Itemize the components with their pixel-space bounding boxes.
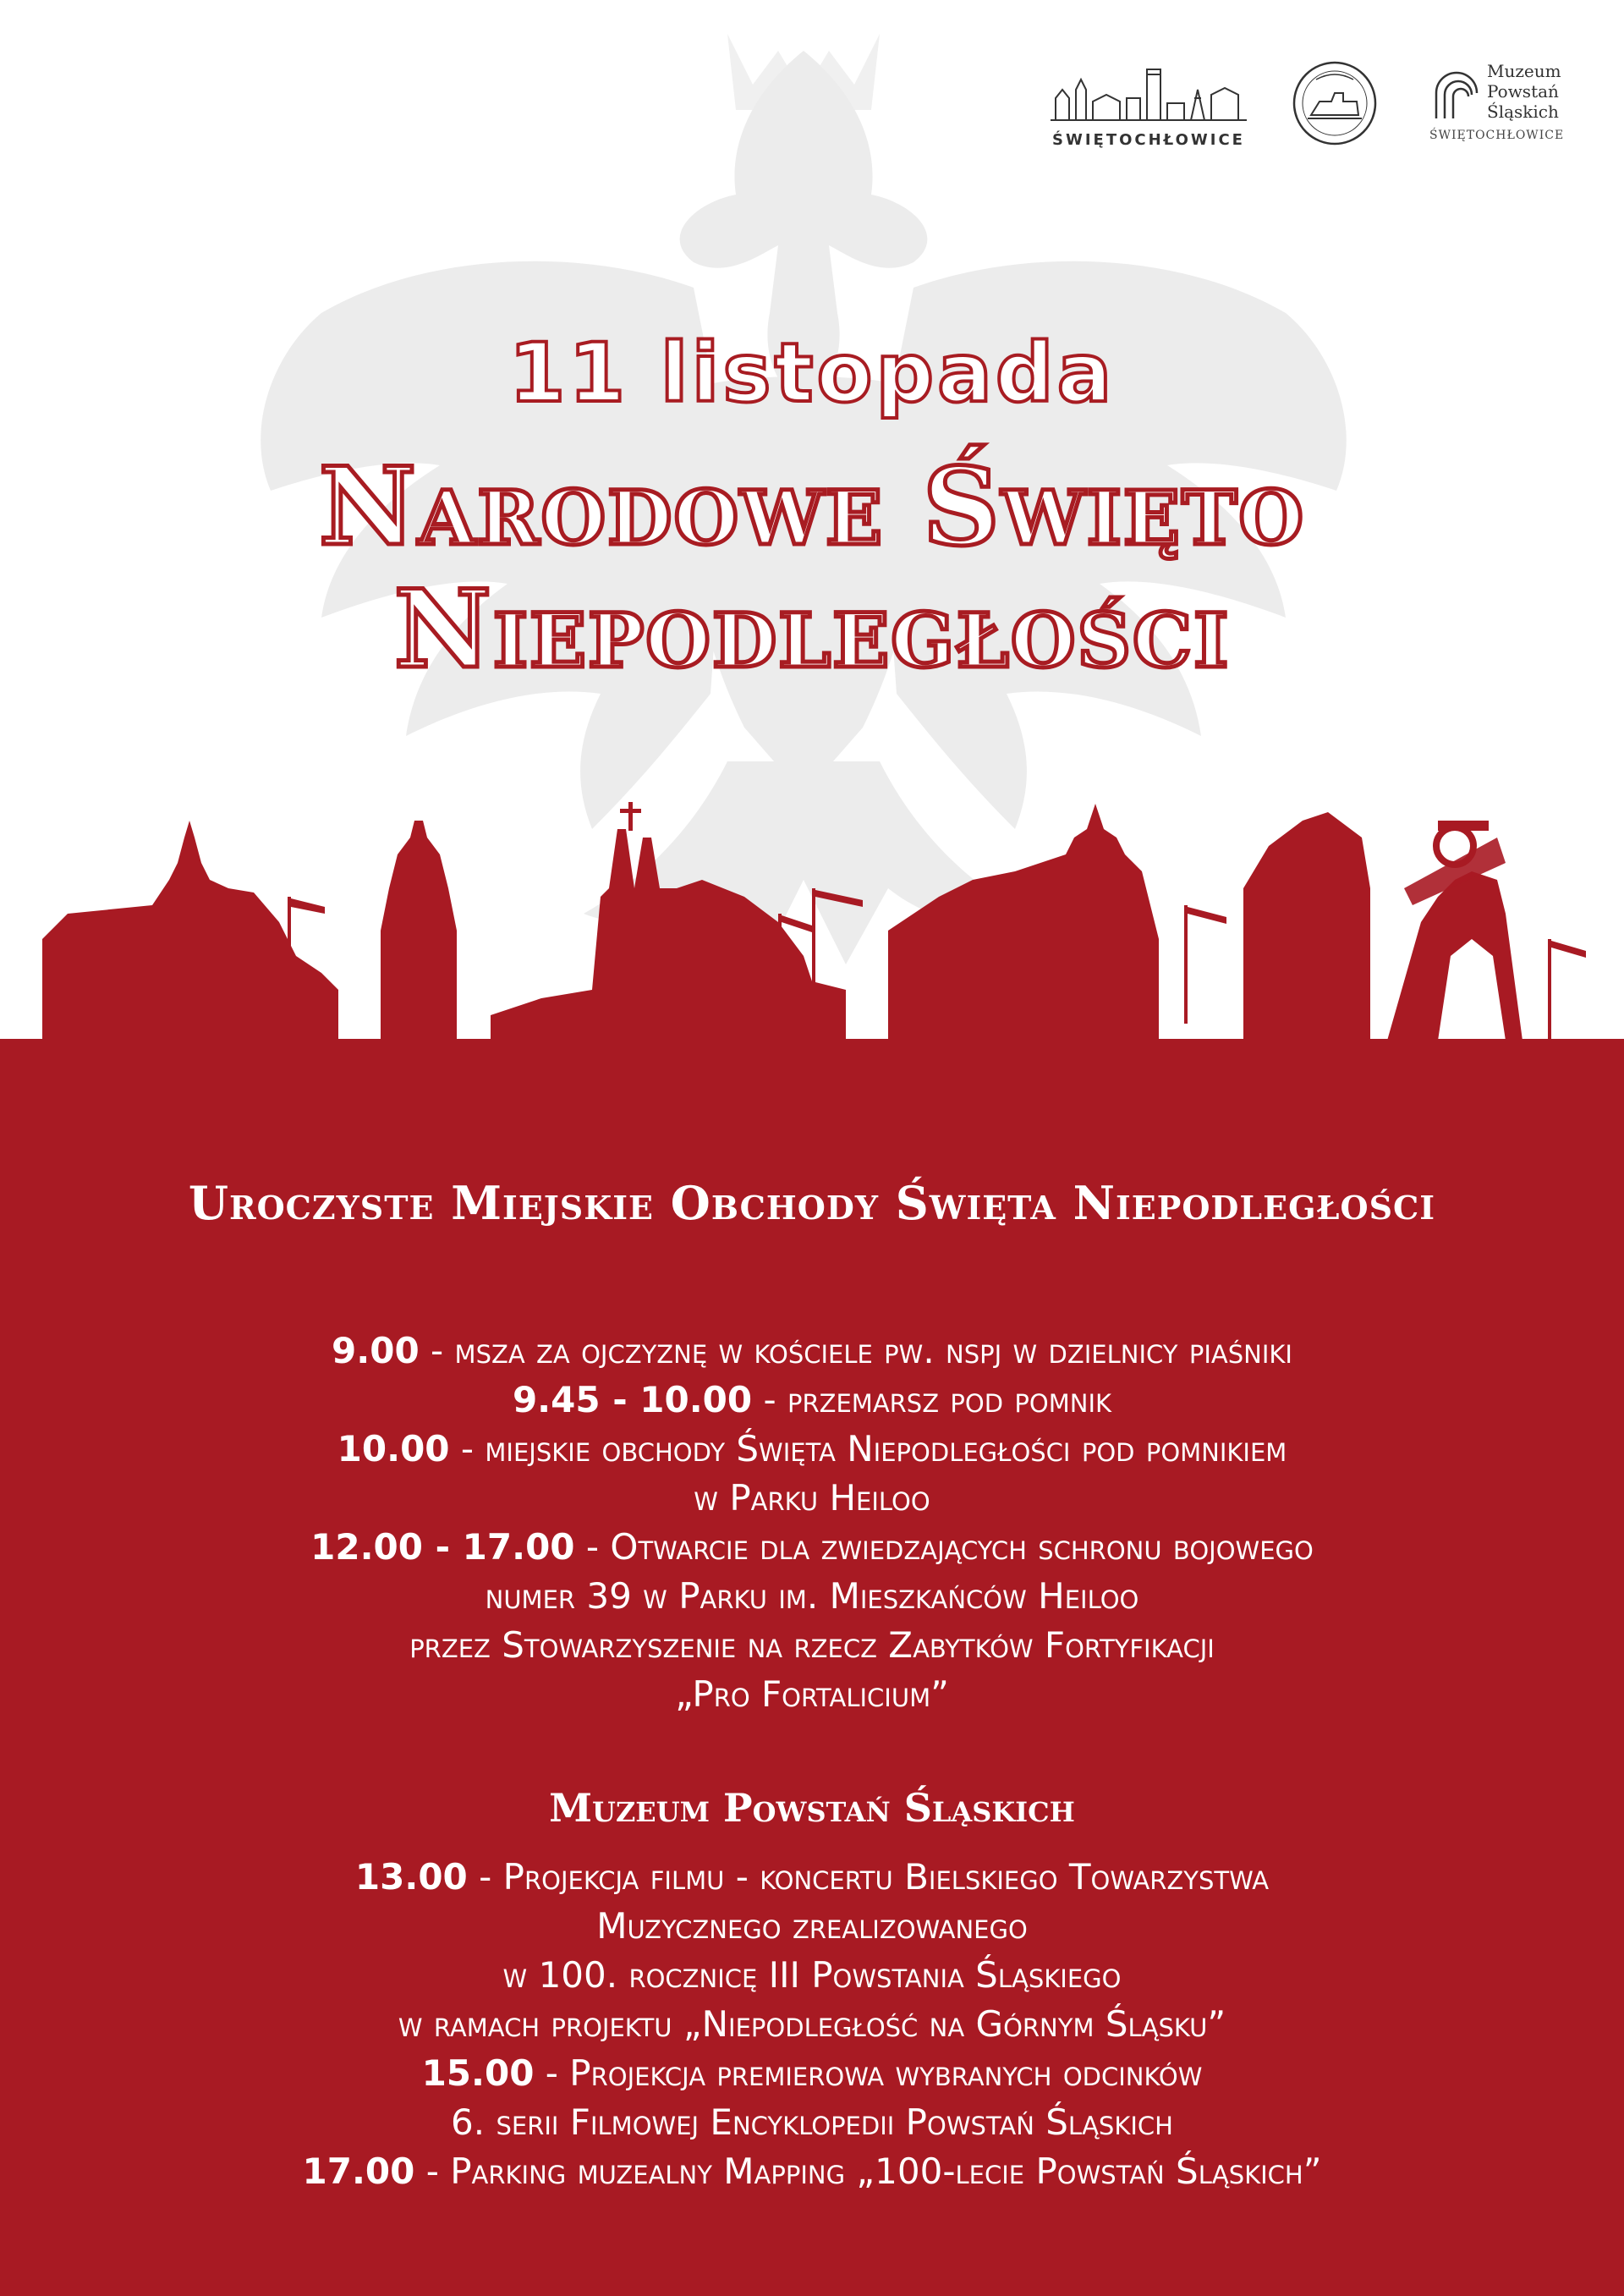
schedule-text: Otwarcie dla zwiedzających schronu bojowego — [610, 1526, 1314, 1568]
schedule-item — [51, 1327, 1573, 1376]
city-skyline-icon — [1047, 64, 1250, 124]
schedule-separator: - — [534, 2052, 570, 2094]
schedule-text: 6. serii Filmowej Encyklopedii Powstań Śląskich — [451, 2101, 1173, 2143]
museum-logo-name-line: Powstań — [1487, 81, 1559, 102]
city-logo-caption: ŚWIĘTOCHŁOWICE — [1052, 131, 1245, 149]
schedule-item — [51, 1621, 1573, 1670]
schedule-item — [51, 2000, 1573, 2049]
schedule-text: Projekcja premierowa wybranych odcinków — [569, 2052, 1203, 2094]
schedule-text: Muzycznego zrealizowanego — [596, 1905, 1028, 1947]
schedule-text: przez Stowarzyszenie na rzecz Zabytków Fortyfikacji — [409, 1624, 1215, 1666]
schedule-text: „Pro Fortalicium” — [675, 1673, 949, 1715]
museum-logo-city: ŚWIĘTOCHŁOWICE — [1429, 129, 1565, 142]
schedule-list-city — [51, 1327, 1573, 1719]
schedule-item — [51, 1572, 1573, 1621]
section-heading-museum: Muzeum Powstań Śląskich — [549, 1785, 1075, 1831]
schedule-time: 13.00 — [354, 1856, 468, 1898]
museum-logo-name-line: Śląskich — [1487, 102, 1559, 122]
schedule-item — [51, 1474, 1573, 1523]
schedule-text: msza za ojczyznę w kościele pw. nspj w dzielnicy piaśniki — [454, 1330, 1292, 1371]
schedule-separator: - — [449, 1428, 486, 1469]
schedule-text: miejskie obchody Święta Niepodległości pod pomnikiem — [485, 1428, 1287, 1469]
fortification-badge-icon — [1291, 59, 1379, 147]
schedule-text: przemarsz pod pomnik — [787, 1379, 1112, 1420]
schedule-time: 17.00 — [302, 2150, 415, 2192]
schedule-time: 15.00 — [421, 2052, 535, 2094]
schedule-text: Parking muzealny Mapping „100-lecie Powstań Śląskich” — [450, 2150, 1322, 2192]
schedule-text: Projekcja filmu - koncertu Bielskiego Towarzystwa — [502, 1856, 1270, 1898]
swietochlowice-city-logo — [1047, 64, 1250, 149]
schedule-text: numer 39 w Parku im. Mieszkańców Heiloo — [485, 1575, 1139, 1617]
museum-logo-name-line: Muzeum — [1487, 61, 1561, 81]
schedule-text: w 100. rocznicę III Powstania Śląskiego — [502, 1954, 1122, 1996]
schedule-item — [51, 1902, 1573, 1951]
schedule-item — [51, 2147, 1573, 2196]
schedule-item — [51, 2049, 1573, 2098]
schedule-text: w Parku Heiloo — [694, 1477, 930, 1519]
museum-logo — [1428, 61, 1580, 149]
schedule-item — [51, 1523, 1573, 1572]
city-skyline-silhouette — [0, 787, 1624, 1041]
schedule-item — [51, 1670, 1573, 1719]
pro-fortalicium-logo — [1291, 59, 1379, 147]
museum-logo-name — [1487, 61, 1561, 122]
page-title-line-2: Niepodległości — [393, 567, 1231, 692]
schedule-time: 10.00 — [337, 1428, 450, 1469]
schedule-separator: - — [467, 1856, 503, 1898]
schedule-list-museum — [51, 1853, 1573, 2196]
schedule-time: 12.00 - 17.00 — [310, 1526, 575, 1568]
museum-arcs-icon — [1428, 64, 1482, 124]
section-heading-city-celebrations: Uroczyste Miejskie Obchody Święta Niepodległości — [188, 1176, 1436, 1230]
schedule-separator: - — [419, 1330, 455, 1371]
schedule-item — [51, 1853, 1573, 1902]
schedule-separator: - — [752, 1379, 787, 1420]
schedule-separator: - — [574, 1526, 611, 1568]
schedule-item — [51, 1425, 1573, 1474]
schedule-time: 9.00 — [332, 1330, 420, 1371]
schedule-time: 9.45 - 10.00 — [512, 1379, 753, 1420]
schedule-item — [51, 2098, 1573, 2147]
schedule-text: w ramach projektu „Niepodległość na Górnym Śląsku” — [398, 2003, 1226, 2045]
event-date: 11 listopada — [508, 326, 1116, 420]
page-title-line-1: Narodowe Święto — [318, 444, 1306, 569]
schedule-item — [51, 1951, 1573, 2000]
schedule-item — [51, 1376, 1573, 1425]
schedule-separator: - — [414, 2150, 451, 2192]
